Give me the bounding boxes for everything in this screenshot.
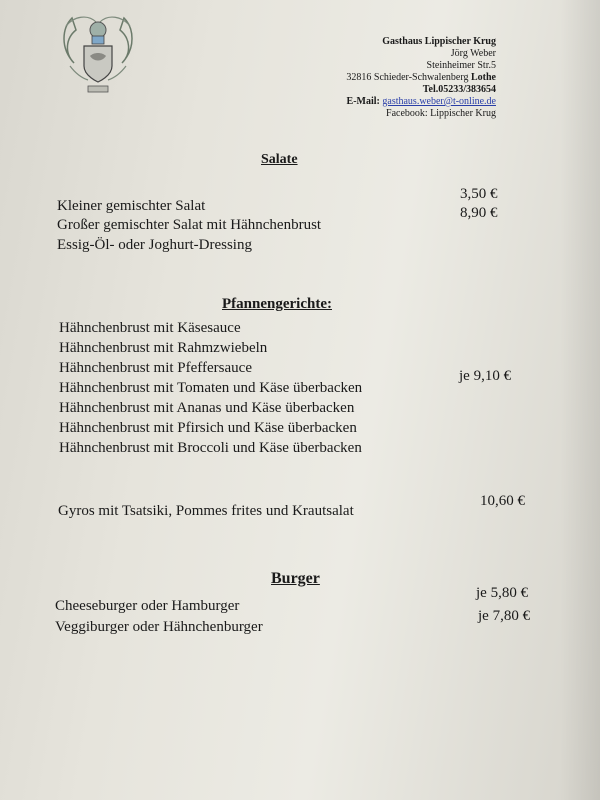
facebook-line: Facebook: Lippischer Krug — [386, 108, 496, 119]
city-line — [236, 72, 496, 84]
section-title-salate: Salate — [261, 152, 298, 167]
menu-item-tomaten: Hähnchenbrust mit Tomaten und Käse überbacken — [59, 380, 363, 396]
menu-item-pfeffersauce: Hähnchenbrust mit Pfeffersauce — [59, 360, 252, 376]
page-shadow — [560, 0, 600, 800]
owner-name: Jörg Weber — [450, 48, 496, 59]
price-veggiburger: je 7,80 € — [478, 608, 531, 624]
menu-item-kleiner-salat: Kleiner gemischter Salat — [57, 198, 206, 214]
address-block — [236, 36, 496, 120]
menu-item-rahmzwiebeln: Hähnchenbrust mit Rahmzwiebeln — [59, 340, 268, 356]
menu-item-dressing: Essig-Öl- oder Joghurt-Dressing — [57, 237, 252, 253]
menu-item-grosser-salat: Großer gemischter Salat mit Hähnchenbrust — [57, 217, 322, 233]
coat-of-arms-logo — [52, 8, 144, 96]
email-line — [236, 96, 496, 108]
city-district: Lothe — [471, 72, 496, 83]
price-cheeseburger: je 5,80 € — [476, 585, 529, 601]
price-grosser-salat: 8,90 € — [460, 205, 498, 221]
street-address: Steinheimer Str.5 — [426, 60, 496, 71]
menu-item-ananas: Hähnchenbrust mit Ananas und Käse überbacken — [59, 400, 355, 416]
price-gyros: 10,60 € — [480, 493, 525, 509]
menu-item-broccoli: Hähnchenbrust mit Broccoli und Käse überbacken — [59, 440, 362, 456]
email-label: E-Mail: — [346, 96, 380, 107]
menu-item-veggiburger: Veggiburger oder Hähnchenburger — [55, 619, 263, 635]
section-title-pfannengerichte: Pfannengerichte: — [222, 296, 332, 312]
price-kleiner-salat: 3,50 € — [460, 186, 498, 202]
email-link[interactable]: gasthaus.weber@t-online.de — [382, 96, 496, 107]
section-title-burger: Burger — [271, 570, 320, 587]
phone-number: Tel.05233/383654 — [422, 84, 496, 95]
menu-item-pfirsich: Hähnchenbrust mit Pfirsich und Käse überbacken — [59, 420, 357, 436]
price-pfannengerichte: je 9,10 € — [459, 368, 512, 384]
menu-item-kaesesauce: Hähnchenbrust mit Käsesauce — [59, 320, 241, 336]
menu-item-gyros: Gyros mit Tsatsiki, Pommes frites und Krautsalat — [58, 503, 354, 519]
city-name: 32816 Schieder-Schwalenberg — [346, 72, 469, 83]
menu-item-cheeseburger: Cheeseburger oder Hamburger — [55, 598, 240, 614]
restaurant-name: Gasthaus Lippischer Krug — [382, 36, 496, 47]
